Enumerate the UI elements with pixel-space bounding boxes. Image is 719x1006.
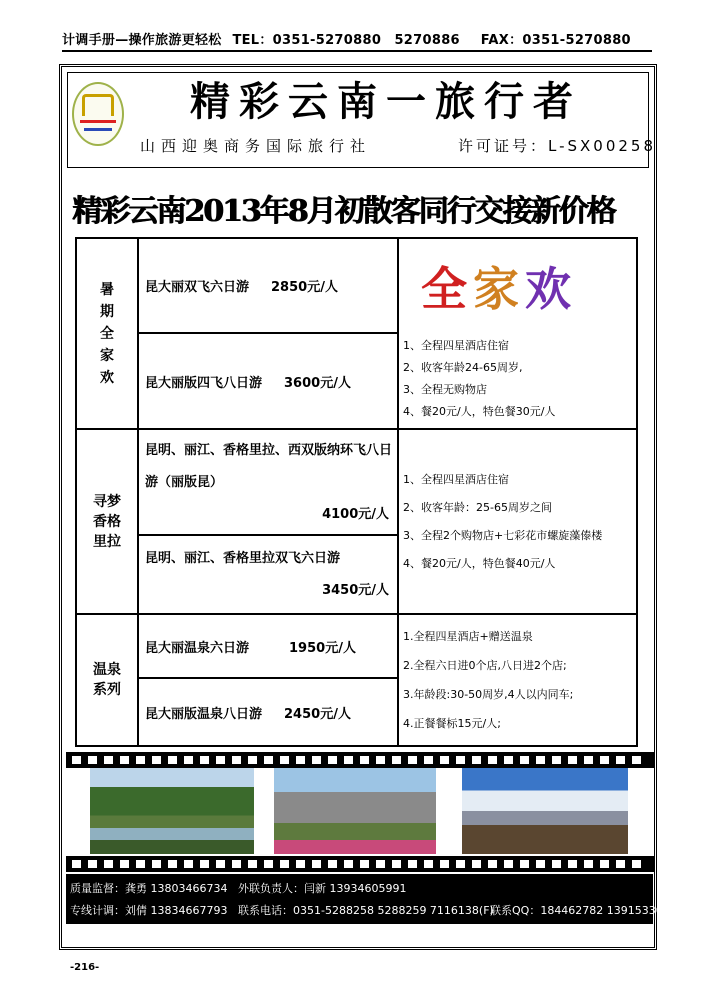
film-hole xyxy=(88,756,97,764)
film-hole xyxy=(616,756,625,764)
film-hole xyxy=(136,756,145,764)
notes-cell: 全家欢 1、全程四星酒店住宿 2、收客年龄24-65周岁, 3、全程无购物店 4、餐20元/人，特色餐30元/人 xyxy=(398,238,637,429)
film-hole xyxy=(72,756,81,764)
film-hole xyxy=(520,860,529,868)
film-hole xyxy=(392,860,401,868)
quality-supervisor: 质量监督：龚勇 13803466734 xyxy=(70,882,228,895)
film-hole xyxy=(568,860,577,868)
footer-contacts xyxy=(66,874,677,924)
film-hole xyxy=(136,860,145,868)
agency-name: 山西迎奥商务国际旅行社 xyxy=(140,137,372,155)
film-hole xyxy=(440,860,449,868)
film-hole xyxy=(120,860,129,868)
snow-mountain-photo xyxy=(462,768,628,854)
film-hole xyxy=(104,860,113,868)
film-hole xyxy=(584,860,593,868)
film-hole xyxy=(152,756,161,764)
film-hole xyxy=(344,860,353,868)
film-hole xyxy=(600,860,609,868)
category-cell: 暑期全家欢 xyxy=(76,238,138,429)
film-hole xyxy=(616,860,625,868)
film-hole xyxy=(520,756,529,764)
brand-title: 精彩云南一旅行者 xyxy=(190,78,582,125)
route-cell: 昆明、丽江、香格里拉双飞六日游 3450元/人 xyxy=(138,535,398,614)
film-hole xyxy=(344,756,353,764)
film-hole xyxy=(120,756,129,764)
film-hole xyxy=(280,756,289,764)
liaison-contact: 外联负责人：闫新 13934605991 xyxy=(238,882,407,895)
film-hole xyxy=(456,860,465,868)
film-hole xyxy=(552,860,561,868)
film-hole xyxy=(232,756,241,764)
film-hole xyxy=(504,860,513,868)
film-hole xyxy=(104,756,113,764)
film-hole xyxy=(408,756,417,764)
film-hole xyxy=(280,860,289,868)
film-hole xyxy=(184,860,193,868)
film-hole xyxy=(488,860,497,868)
agency-logo-icon xyxy=(72,82,124,146)
film-hole xyxy=(360,860,369,868)
film-hole xyxy=(312,756,321,764)
film-hole xyxy=(472,756,481,764)
film-hole xyxy=(296,860,305,868)
film-hole xyxy=(568,756,577,764)
film-hole xyxy=(312,860,321,868)
film-hole xyxy=(424,756,433,764)
page-number: -216- xyxy=(70,962,100,973)
film-hole xyxy=(152,860,161,868)
price-headline: 精彩云南2013年8月初散客同行交接新价格 xyxy=(72,194,615,229)
film-hole xyxy=(264,756,273,764)
film-hole xyxy=(536,756,545,764)
route-cell: 昆大丽版四飞八日游 3600元/人 xyxy=(138,333,398,429)
film-hole xyxy=(200,756,209,764)
film-strip-top xyxy=(66,752,654,768)
category-cell: 温泉系列 xyxy=(76,614,138,746)
film-hole xyxy=(216,756,225,764)
film-hole xyxy=(360,756,369,764)
route-cell: 昆大丽双飞六日游 2850元/人 xyxy=(138,238,398,333)
notes-cell: 1.全程四星酒店+赠送温泉 2.全程六日进0个店,八日进2个店; 3.年龄段:30-50周岁,4人以内同车; 4.正餐餐标15元/人; xyxy=(398,614,637,746)
film-hole xyxy=(392,756,401,764)
film-hole xyxy=(88,860,97,868)
film-hole xyxy=(536,860,545,868)
film-hole xyxy=(488,756,497,764)
film-hole xyxy=(408,860,417,868)
film-hole xyxy=(440,756,449,764)
film-hole xyxy=(552,756,561,764)
film-hole xyxy=(248,756,257,764)
contact-phone: 联系电话：0351-5288258 5288259 7116138(F) xyxy=(238,904,494,917)
header-fax: FAX：0351-5270880 xyxy=(480,33,631,48)
film-hole xyxy=(216,860,225,868)
route-cell: 昆大丽温泉六日游 1950元/人 xyxy=(138,614,398,678)
film-hole xyxy=(424,860,433,868)
notes-cell: 1、全程四星酒店住宿 2、收客年龄：25-65周岁之间 3、全程2个购物店+七彩花市螺旋藻傣楼 4、餐20元/人，特色餐40元/人 xyxy=(398,429,637,614)
route-cell: 昆大丽版温泉八日游 2450元/人 xyxy=(138,678,398,746)
film-hole xyxy=(200,860,209,868)
film-hole xyxy=(600,756,609,764)
header-slogan: 计调手册—操作旅游更轻松 xyxy=(62,33,222,48)
film-hole xyxy=(72,860,81,868)
contact-qq: 联系QQ：184462782 1391533002 xyxy=(490,904,677,917)
planner-contact: 专线计调：刘倩 13834667793 xyxy=(70,904,228,917)
film-hole xyxy=(328,756,337,764)
license-number: 许可证号：L-SX00258 xyxy=(458,137,657,155)
film-hole xyxy=(584,756,593,764)
price-table xyxy=(75,237,638,747)
family-banner: 全家欢 xyxy=(421,262,577,316)
lake-landscape-photo xyxy=(90,768,254,854)
film-hole xyxy=(376,756,385,764)
film-hole xyxy=(168,756,177,764)
film-hole xyxy=(264,860,273,868)
film-hole xyxy=(248,860,257,868)
film-hole xyxy=(232,860,241,868)
film-hole xyxy=(632,860,641,868)
route-cell: 昆明、丽江、香格里拉、西双版纳环飞八日游（丽版昆） 4100元/人 xyxy=(138,429,398,535)
category-cell: 寻梦香格里拉 xyxy=(76,429,138,614)
film-hole xyxy=(504,756,513,764)
film-hole xyxy=(472,860,481,868)
film-hole xyxy=(456,756,465,764)
film-hole xyxy=(376,860,385,868)
film-hole xyxy=(328,860,337,868)
film-strip-bottom xyxy=(66,856,654,872)
film-hole xyxy=(296,756,305,764)
stone-forest-photo xyxy=(274,768,436,854)
header-tel: TEL：0351-5270880 5270886 xyxy=(232,33,460,48)
film-hole xyxy=(184,756,193,764)
page-header xyxy=(62,33,652,52)
film-hole xyxy=(168,860,177,868)
film-hole xyxy=(632,756,641,764)
